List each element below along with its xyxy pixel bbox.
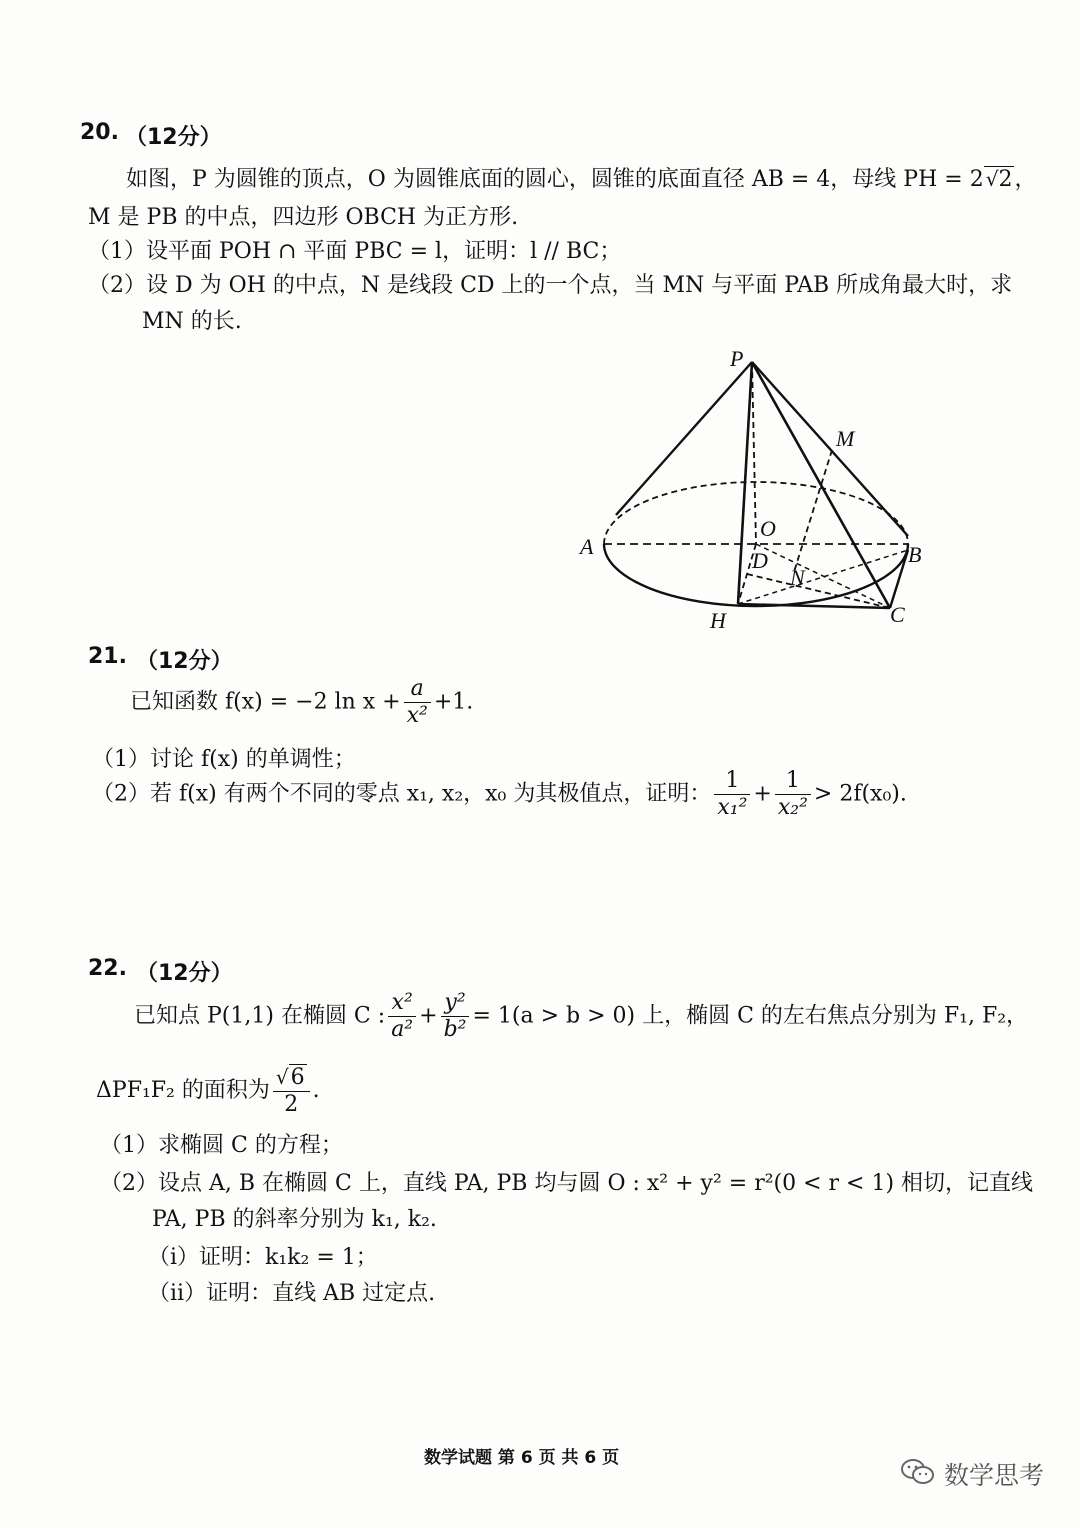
label-D: D — [752, 548, 768, 573]
q20-sqrt-value: 2 — [998, 167, 1013, 192]
label-N: N — [790, 565, 805, 590]
q22-line2-pre: ΔPF₁F₂ 的面积为 — [96, 1078, 270, 1103]
q20-intro-end: ， — [1014, 167, 1037, 192]
q20-score: （12分） — [125, 125, 222, 150]
q21-func-post: +1. — [433, 689, 474, 715]
q20-part2-line1: （2）设 D 为 OH 的中点，N 是线段 CD 上的一个点，当 MN 与平面 PAB 所成角最大时，求 — [88, 273, 1013, 298]
q21-part1: （1）讨论 f(x) 的单调性； — [92, 747, 356, 772]
q22-sub-ii: （ⅱ）证明：直线 AB 过定点. — [148, 1281, 436, 1306]
q21-func-num: a — [404, 676, 431, 703]
label-C: C — [890, 602, 905, 627]
q21-part2 — [92, 768, 907, 821]
q22-part2-line2: PA, PB 的斜率分别为 k₁, k₂. — [152, 1207, 437, 1232]
q22-score: （12分） — [136, 961, 233, 986]
q22-frac1-den: a² — [391, 1017, 414, 1042]
cone-figure — [570, 340, 930, 640]
q20-sqrt: √2 — [985, 167, 1013, 192]
q21-func-frac — [404, 676, 431, 729]
q22-part2-line1: （2）设点 A, B 在椭圆 C 上，直线 PA, PB 均与圆 O : x² + y² = r²(0 < r < 1) 相切，记直线 — [100, 1171, 1034, 1196]
q22-area-frac — [273, 1064, 310, 1118]
q21-frac1 — [714, 768, 750, 821]
label-P: P — [730, 346, 744, 371]
line-BC — [890, 550, 908, 608]
q22-frac2 — [441, 990, 470, 1043]
line-PB — [752, 362, 908, 536]
q21-part2-pre: （2）若 f(x) 有两个不同的零点 x₁, x₂，x₀ 为其极值点，证明： — [92, 781, 712, 807]
q20-part2-line2: MN 的长. — [142, 309, 242, 334]
label-H: H — [710, 608, 726, 633]
label-M: M — [836, 426, 855, 451]
q21-score: （12分） — [136, 649, 233, 674]
q22-sub-i: （ⅰ）证明：k₁k₂ = 1； — [148, 1245, 378, 1270]
q22-line1-pre: 已知点 P(1,1) 在椭圆 C : — [134, 1003, 386, 1029]
q21-frac2-den: x₂² — [777, 795, 808, 820]
q21-function — [130, 676, 473, 729]
page-footer: 数学试题 第 6 页 共 6 页 — [424, 1448, 620, 1468]
q22-frac1-num: x² — [388, 990, 416, 1017]
q22-area-num-value: 6 — [290, 1065, 305, 1090]
q22-line2 — [96, 1064, 320, 1118]
q20-intro-line2: M 是 PB 的中点，四边形 OBCH 为正方形. — [88, 205, 519, 230]
q21-frac1-den: x₁² — [717, 795, 748, 820]
wechat-icon — [900, 1457, 936, 1491]
q21-number: 21. — [88, 644, 127, 669]
line-PH — [738, 362, 752, 604]
q21-frac2 — [775, 768, 811, 821]
line-PA — [616, 362, 752, 515]
q21-frac2-num: 1 — [775, 768, 811, 795]
q20-intro-text: 如图，P 为圆锥的顶点，O 为圆锥底面的圆心，圆锥的底面直径 AB = 4，母线 PH = 2 — [126, 167, 984, 192]
q20-part1: （1）设平面 POH ∩ 平面 PBC = l，证明：l // BC； — [88, 239, 622, 264]
q21-part2-post: > 2f(x₀). — [813, 781, 907, 807]
q22-number: 22. — [88, 956, 127, 981]
label-A: A — [580, 534, 594, 559]
line-PO — [752, 362, 756, 544]
q21-plus: + — [753, 781, 772, 807]
q22-line1-post: = 1(a > b > 0) 上，椭圆 C 的左右焦点分别为 F₁, F₂， — [472, 1003, 1029, 1029]
q21-frac1-num: 1 — [714, 768, 750, 795]
q22-part1: （1）求椭圆 C 的方程； — [100, 1133, 343, 1158]
q22-area-den: 2 — [284, 1092, 299, 1117]
q22-line1 — [134, 990, 1028, 1043]
q22-frac2-den: b² — [443, 1017, 467, 1042]
label-B: B — [908, 542, 922, 567]
line-PC — [752, 362, 890, 608]
q22-area-num: √6 — [273, 1064, 310, 1092]
q22-frac1 — [388, 990, 416, 1043]
watermark-text: 数学思考 — [944, 1461, 1045, 1490]
q20-intro — [126, 162, 1036, 193]
q21-func-pre: 已知函数 f(x) = −2 ln x + — [130, 689, 401, 715]
line-OC — [756, 544, 890, 608]
q20-number: 20. — [80, 120, 119, 145]
watermark — [900, 1456, 1044, 1492]
q22-frac2-num: y² — [441, 990, 470, 1017]
q22-plus: + — [419, 1003, 438, 1029]
label-O: O — [760, 516, 776, 541]
q21-func-den: x² — [406, 703, 428, 728]
q22-line2-post: . — [312, 1078, 320, 1103]
